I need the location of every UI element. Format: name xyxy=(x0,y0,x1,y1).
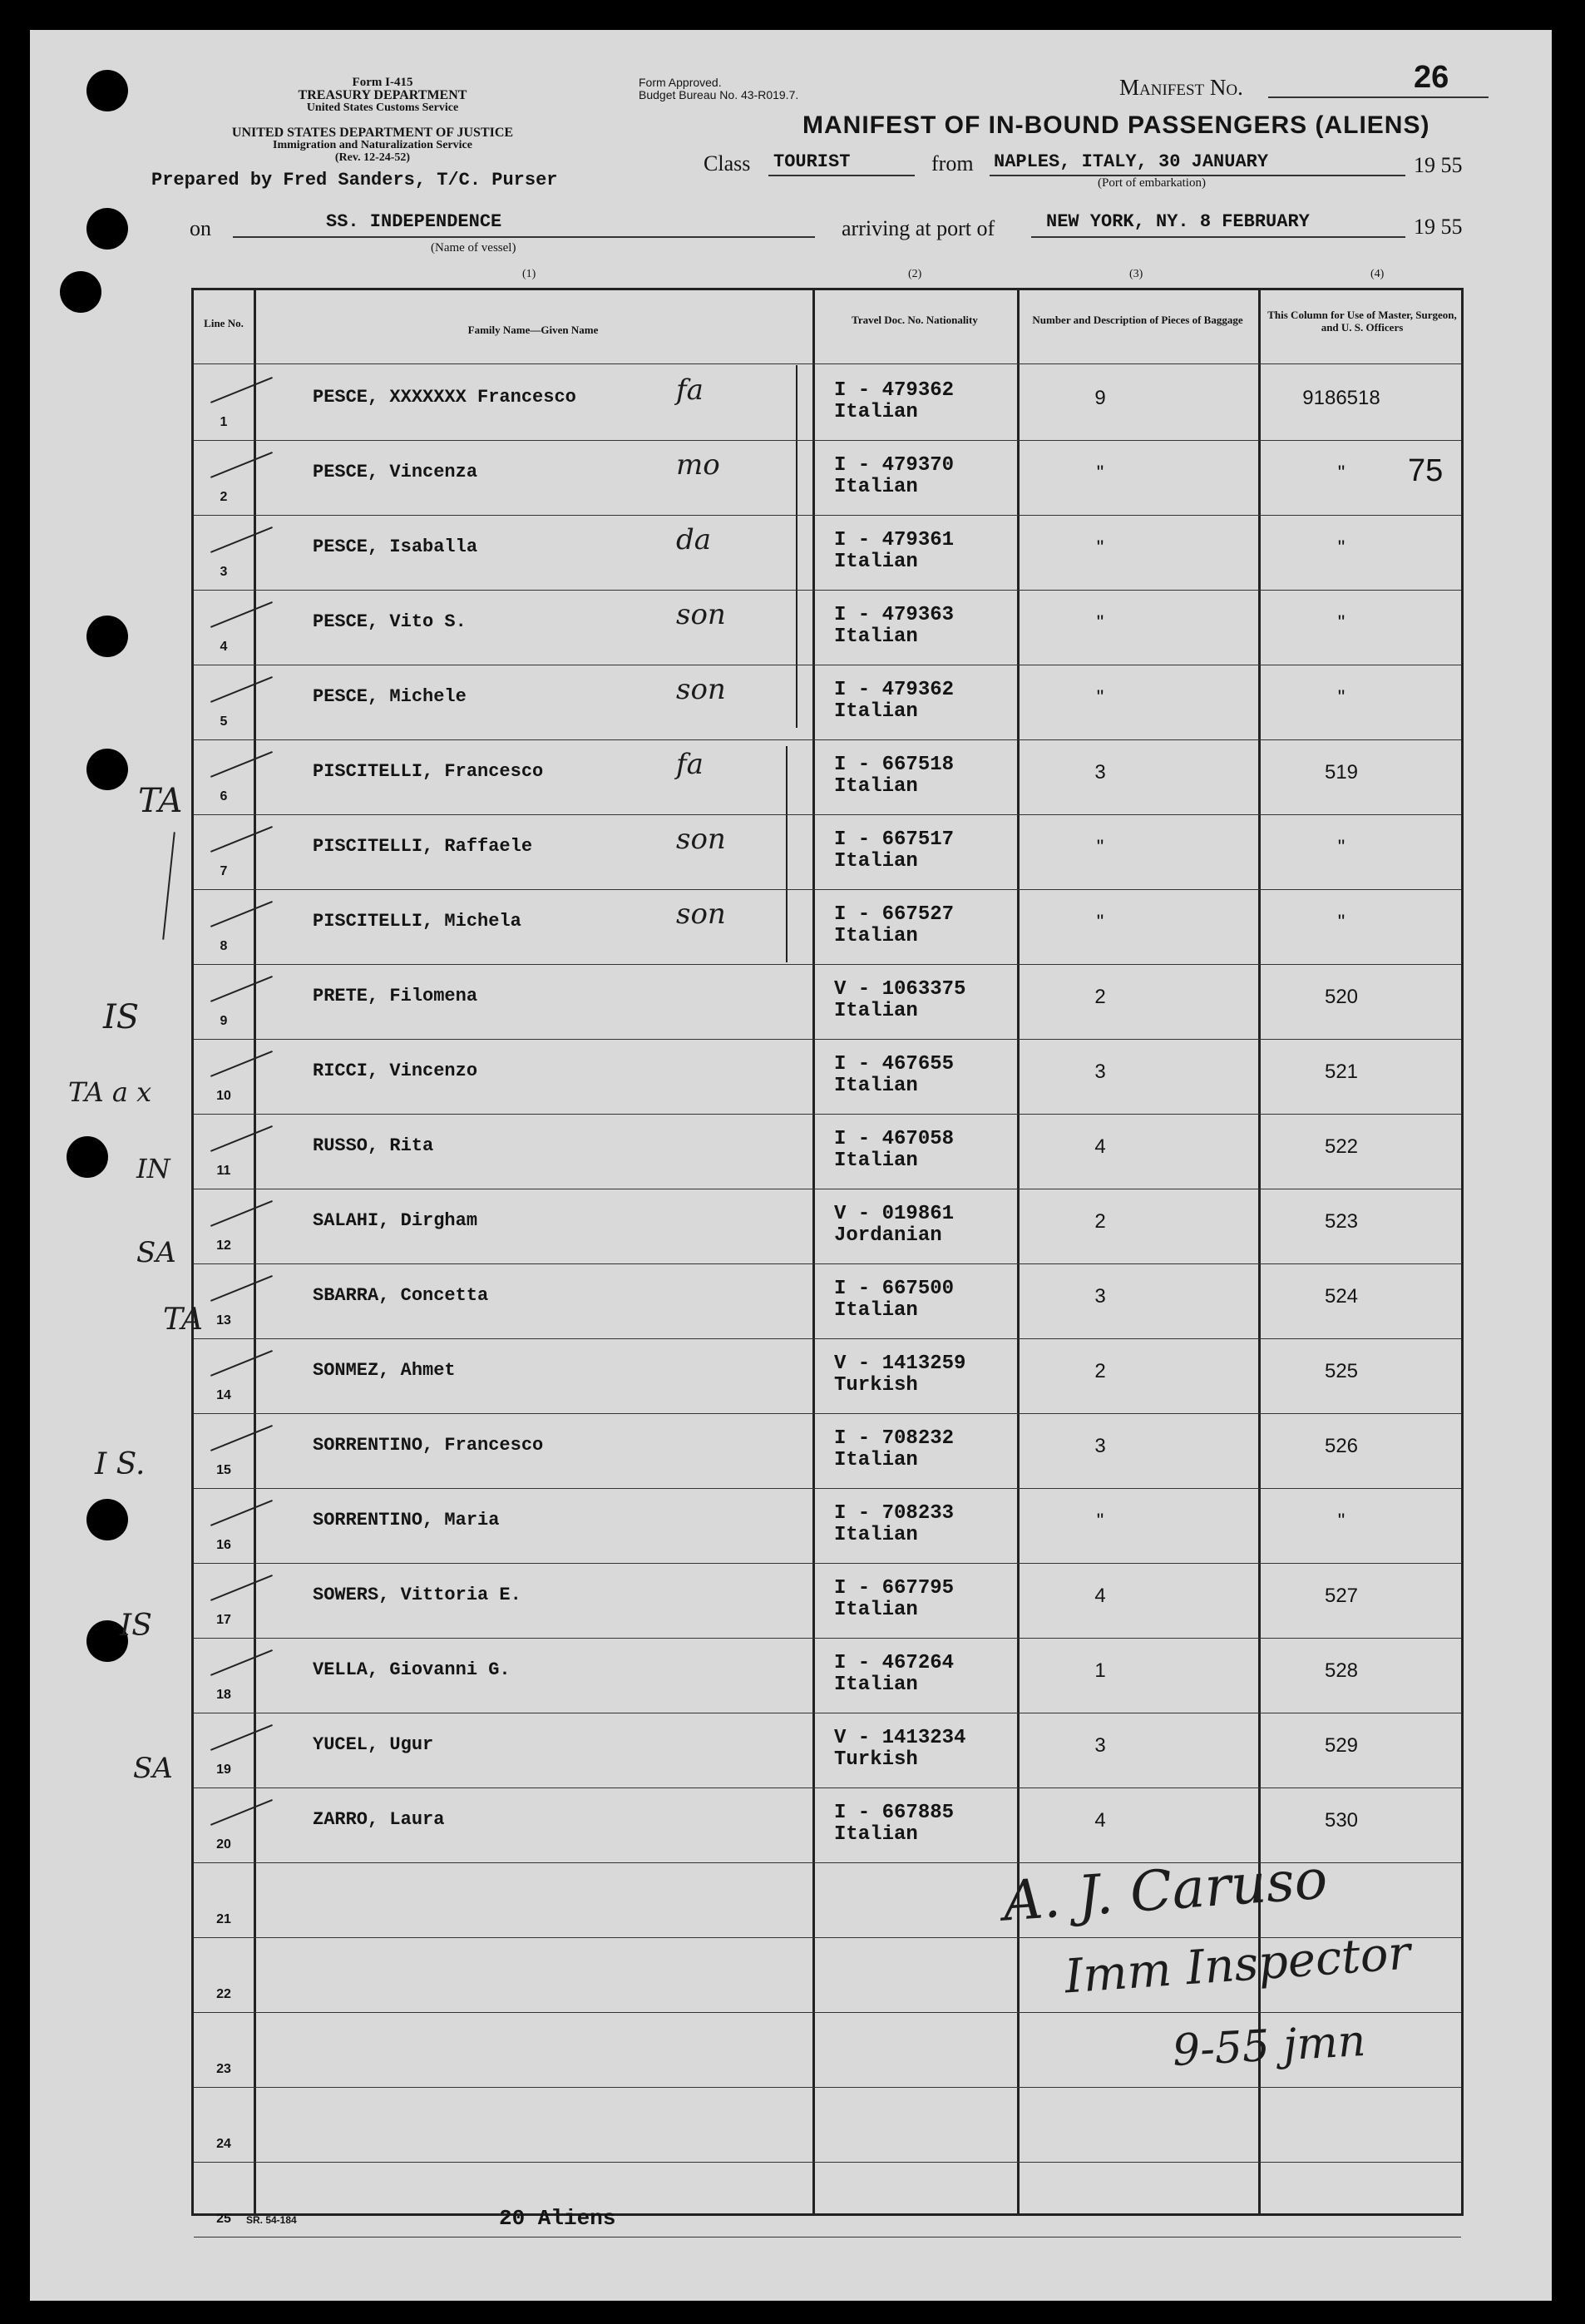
header-rule xyxy=(194,363,1461,364)
check-mark xyxy=(210,676,273,703)
nationality: Italian xyxy=(834,476,918,498)
document-number: V - 1413259 xyxy=(834,1352,966,1375)
nationality: Jordanian xyxy=(834,1224,942,1247)
check-mark xyxy=(210,452,273,478)
document-number: I - 479361 xyxy=(834,529,955,551)
officer-number: 529 xyxy=(1324,1734,1359,1757)
line-number: 12 xyxy=(216,1239,231,1253)
travel-document xyxy=(834,680,954,723)
passenger-name: SORRENTINO, Francesco xyxy=(313,1435,544,1456)
nationality: Italian xyxy=(834,775,918,798)
margin-note: IN xyxy=(136,1153,170,1184)
table-row xyxy=(194,1263,1461,1338)
document-number: I - 667518 xyxy=(834,754,955,776)
margin-note: TA xyxy=(138,782,183,820)
baggage-count: 3 xyxy=(1094,1734,1106,1757)
travel-document xyxy=(834,904,954,947)
class-value: TOURIST xyxy=(773,151,851,172)
document-number: I - 667517 xyxy=(834,828,955,851)
justice-department: UNITED STATES DEPARTMENT OF JUSTICE xyxy=(231,126,514,140)
travel-document xyxy=(834,1353,965,1397)
officer-number: 519 xyxy=(1324,761,1359,784)
budget-bureau: Budget Bureau No. 43-R019.7. xyxy=(639,88,799,101)
travel-document xyxy=(834,1503,954,1546)
line-number: 11 xyxy=(216,1164,231,1178)
passenger-name: PISCITELLI, Raffaele xyxy=(313,836,533,857)
passenger-name: RICCI, Vincenzo xyxy=(313,1061,478,1081)
travel-document xyxy=(834,1129,954,1172)
nationality: Italian xyxy=(834,850,918,873)
table-row xyxy=(194,1488,1461,1563)
relationship-note: son xyxy=(676,673,726,706)
officer-number: " xyxy=(1337,611,1346,634)
line-number: 3 xyxy=(220,565,228,579)
passenger-name: PISCITELLI, Michela xyxy=(313,911,521,932)
baggage-count: " xyxy=(1096,536,1104,559)
nationality: Italian xyxy=(834,1150,918,1172)
check-mark xyxy=(210,1575,273,1601)
form-header-block xyxy=(241,77,524,114)
passenger-name: PESCE, Vincenza xyxy=(313,462,478,482)
officer-number: " xyxy=(1337,686,1346,709)
document-number: V - 1063375 xyxy=(834,978,966,1001)
footer-code: SR. 54-184 xyxy=(246,2214,297,2226)
th-line-no: Line No. xyxy=(204,317,244,329)
manifest-no-label: Manifest No. xyxy=(1119,75,1243,100)
arrival-line xyxy=(1031,236,1405,238)
table-row xyxy=(194,1563,1461,1638)
col-number-4: (4) xyxy=(1370,268,1385,280)
relationship-note: fa xyxy=(676,373,704,407)
th-officers: This Column for Use of Master, Surgeon, and U. S. Officers xyxy=(1267,309,1457,334)
service: United States Customs Service xyxy=(306,101,459,114)
line-number: 23 xyxy=(216,2062,231,2076)
officer-note: 75 xyxy=(1408,453,1444,488)
line-number: 10 xyxy=(216,1089,231,1103)
travel-document xyxy=(834,1728,965,1771)
table-row xyxy=(194,1713,1461,1788)
check-mark xyxy=(210,1275,273,1302)
relationship-note: son xyxy=(676,598,726,631)
line-number: 20 xyxy=(216,1837,231,1852)
line-number: 9 xyxy=(220,1014,228,1028)
passenger-name: SONMEZ, Ahmet xyxy=(313,1360,456,1381)
table-row xyxy=(194,1114,1461,1189)
relationship-note: da xyxy=(676,523,712,556)
baggage-count: 4 xyxy=(1094,1585,1106,1607)
nationality: Italian xyxy=(834,1299,918,1322)
travel-document xyxy=(834,455,954,498)
line-number: 4 xyxy=(220,640,228,654)
passenger-name: VELLA, Giovanni G. xyxy=(313,1659,511,1680)
nationality: Italian xyxy=(834,1000,918,1022)
document-number: I - 667795 xyxy=(834,1577,955,1600)
table-row xyxy=(194,440,1461,515)
nationality: Italian xyxy=(834,1075,918,1097)
justice-block xyxy=(190,126,555,164)
line-number: 7 xyxy=(220,864,228,878)
nationality: Italian xyxy=(834,626,918,648)
officer-number: 523 xyxy=(1324,1210,1359,1233)
table-row xyxy=(194,1039,1461,1114)
revision: (Rev. 12-24-52) xyxy=(334,151,411,164)
col-number-1: (1) xyxy=(522,268,536,280)
officer-number: " xyxy=(1337,911,1346,933)
relationship-note: fa xyxy=(676,748,704,781)
baggage-count: 3 xyxy=(1094,1285,1106,1308)
table-row xyxy=(194,964,1461,1039)
baggage-count: 4 xyxy=(1094,1809,1106,1832)
th-name: Family Name—Given Name xyxy=(467,324,599,336)
check-mark xyxy=(210,377,273,403)
document-number: I - 467264 xyxy=(834,1652,955,1674)
passenger-name: PESCE, XXXXXXX Francesco xyxy=(313,387,576,408)
punch-hole xyxy=(86,616,128,657)
document-number: V - 019861 xyxy=(834,1203,955,1225)
check-mark xyxy=(210,527,273,553)
punch-hole xyxy=(86,1499,128,1540)
line-number: 19 xyxy=(216,1763,231,1777)
nationality: Italian xyxy=(834,1449,918,1471)
line-number: 15 xyxy=(216,1463,231,1477)
line-number: 8 xyxy=(220,939,228,953)
check-mark xyxy=(210,751,273,778)
line-number: 16 xyxy=(216,1538,231,1552)
nationality: Italian xyxy=(834,700,918,723)
document-number: I - 479362 xyxy=(834,379,955,402)
officer-number: 530 xyxy=(1324,1809,1359,1832)
relationship-note: mo xyxy=(676,448,720,482)
baggage-count: 1 xyxy=(1094,1659,1106,1682)
officer-number: 528 xyxy=(1324,1659,1359,1682)
line-number: 21 xyxy=(216,1912,231,1926)
passenger-name: SOWERS, Vittoria E. xyxy=(313,1585,521,1605)
form-approval xyxy=(639,77,798,101)
passenger-name: RUSSO, Rita xyxy=(313,1135,434,1156)
class-label: Class xyxy=(704,151,751,176)
travel-document xyxy=(834,380,954,423)
baggage-count: 2 xyxy=(1094,1360,1106,1382)
punch-hole xyxy=(86,749,128,790)
passenger-name: ZARRO, Laura xyxy=(313,1809,445,1830)
baggage-count: " xyxy=(1096,911,1104,933)
table-row xyxy=(194,365,1461,440)
port-embarkation: NAPLES, ITALY, 30 JANUARY xyxy=(994,151,1269,172)
th-travel-doc: Travel Doc. No. Nationality xyxy=(852,314,978,326)
travel-document xyxy=(834,530,954,573)
col-number-3: (3) xyxy=(1129,268,1143,280)
nationality: Italian xyxy=(834,401,918,423)
margin-note: I S. xyxy=(95,1447,146,1481)
check-mark xyxy=(210,1051,273,1077)
prepared-by: Prepared by Fred Sanders, T/C. Purser xyxy=(151,170,558,190)
check-mark xyxy=(210,826,273,853)
table-row xyxy=(194,1638,1461,1713)
travel-document xyxy=(834,1054,954,1097)
form-approved: Form Approved. xyxy=(639,76,722,89)
travel-document xyxy=(834,1653,954,1696)
check-mark xyxy=(210,1500,273,1526)
class-line xyxy=(768,175,915,176)
officer-number: 522 xyxy=(1324,1135,1359,1158)
document-number: V - 1413234 xyxy=(834,1727,966,1749)
officer-number: " xyxy=(1337,536,1346,559)
vessel-line xyxy=(233,236,815,238)
table-row xyxy=(194,1413,1461,1488)
port-caption: (Port of embarkation) xyxy=(1098,176,1206,190)
officer-number: 521 xyxy=(1324,1061,1359,1083)
baggage-count: " xyxy=(1096,611,1104,634)
officer-number: 526 xyxy=(1324,1435,1359,1457)
arriving-label: arriving at port of xyxy=(842,216,995,240)
inspector-date: 9-55 jmn xyxy=(1171,2015,1367,2077)
baggage-count: 3 xyxy=(1094,1435,1106,1457)
travel-document xyxy=(834,1428,954,1471)
line-number: 17 xyxy=(216,1613,231,1627)
passenger-name: PRETE, Filomena xyxy=(313,986,478,1006)
department: TREASURY DEPARTMENT xyxy=(298,88,467,102)
officer-number: 525 xyxy=(1324,1360,1359,1382)
line-number: 18 xyxy=(216,1688,231,1702)
nationality: Italian xyxy=(834,1599,918,1621)
nationality: Italian xyxy=(834,1524,918,1546)
manifest-title: MANIFEST OF IN-BOUND PASSENGERS (ALIENS) xyxy=(802,111,1430,139)
line-number: 22 xyxy=(216,1987,231,2001)
passenger-name: YUCEL, Ugur xyxy=(313,1734,434,1755)
check-mark xyxy=(210,1649,273,1676)
check-mark xyxy=(210,1799,273,1826)
line-number: 25 xyxy=(216,2212,231,2226)
line-number: 5 xyxy=(220,715,228,729)
table-row xyxy=(194,2162,1461,2237)
baggage-count: 2 xyxy=(1094,986,1106,1008)
nationality: Italian xyxy=(834,925,918,947)
document-number: I - 708232 xyxy=(834,1427,955,1450)
from-label: from xyxy=(931,151,974,176)
nationality: Italian xyxy=(834,551,918,573)
check-mark xyxy=(210,976,273,1002)
th-baggage: Number and Description of Pieces of Baggage xyxy=(1032,314,1243,326)
travel-document xyxy=(834,1802,954,1846)
arrival-port: NEW YORK, NY. 8 FEBRUARY xyxy=(1046,211,1310,232)
nationality: Italian xyxy=(834,1674,918,1696)
passenger-name: SORRENTINO, Maria xyxy=(313,1510,500,1530)
document-number: I - 667527 xyxy=(834,903,955,926)
passenger-name: PISCITELLI, Francesco xyxy=(313,761,544,782)
form-number: Form I-415 xyxy=(352,76,413,89)
table-row xyxy=(194,889,1461,964)
margin-note: IS xyxy=(120,1609,152,1643)
table-row xyxy=(194,739,1461,814)
baggage-count: " xyxy=(1096,1510,1104,1532)
travel-document xyxy=(834,1204,954,1247)
officer-number: 527 xyxy=(1324,1585,1359,1607)
immigration-service: Immigration and Naturalization Service xyxy=(273,139,472,151)
margin-note: SA xyxy=(133,1752,173,1785)
line-number: 6 xyxy=(220,789,228,804)
check-mark xyxy=(210,1125,273,1152)
year-1: 19 55 xyxy=(1414,153,1463,177)
inspector-title: Imm Inspector xyxy=(1063,1926,1413,2005)
check-mark xyxy=(210,601,273,628)
baggage-count: " xyxy=(1096,462,1104,484)
passenger-name: PESCE, Vito S. xyxy=(313,611,467,632)
baggage-count: " xyxy=(1096,836,1104,858)
baggage-count: " xyxy=(1096,686,1104,709)
officer-number: " xyxy=(1337,1510,1346,1532)
table-row xyxy=(194,590,1461,665)
col-number-2: (2) xyxy=(908,268,922,280)
check-mark xyxy=(210,1350,273,1377)
passenger-name: PESCE, Michele xyxy=(313,686,467,707)
baggage-count: 3 xyxy=(1094,1061,1106,1083)
table-row xyxy=(194,814,1461,889)
passenger-name: PESCE, Isaballa xyxy=(313,536,478,557)
alien-count: 20 Aliens xyxy=(499,2206,616,2231)
document-number: I - 667500 xyxy=(834,1278,955,1300)
relationship-note: son xyxy=(676,823,726,856)
relationship-note: son xyxy=(676,897,726,931)
margin-note: SA xyxy=(136,1236,176,1269)
margin-note: TA a x xyxy=(68,1076,152,1108)
travel-document xyxy=(834,1578,954,1621)
document-number: I - 479363 xyxy=(834,604,955,626)
nationality: Turkish xyxy=(834,1748,918,1771)
vessel-caption: (Name of vessel) xyxy=(431,241,516,255)
punch-hole xyxy=(86,208,128,250)
punch-hole xyxy=(86,70,128,111)
officer-number: " xyxy=(1337,462,1346,484)
table-row xyxy=(194,2087,1461,2162)
inspector-signature: A. J. Caruso xyxy=(1000,1847,1330,1934)
table-row xyxy=(194,515,1461,590)
travel-document xyxy=(834,829,954,873)
table-row xyxy=(194,1189,1461,1263)
year-2: 19 55 xyxy=(1414,215,1463,239)
officer-number: 524 xyxy=(1324,1285,1359,1308)
table-row xyxy=(194,1338,1461,1413)
margin-note: IS xyxy=(103,998,140,1036)
punch-hole xyxy=(60,271,101,313)
check-mark xyxy=(210,1724,273,1751)
document-number: I - 667885 xyxy=(834,1802,955,1824)
travel-document xyxy=(834,754,954,798)
document-number: I - 467058 xyxy=(834,1128,955,1150)
officer-number: 9186518 xyxy=(1302,387,1380,409)
document-number: I - 479362 xyxy=(834,679,955,701)
line-number: 14 xyxy=(216,1388,231,1402)
line-number: 1 xyxy=(220,415,228,429)
line-number: 13 xyxy=(216,1313,231,1328)
manifest-no-line xyxy=(1268,96,1489,98)
baggage-count: 3 xyxy=(1094,761,1106,784)
baggage-count: 4 xyxy=(1094,1135,1106,1158)
line-number: 2 xyxy=(220,490,228,504)
baggage-count: 9 xyxy=(1094,387,1106,409)
baggage-count: 2 xyxy=(1094,1210,1106,1233)
passenger-name: SBARRA, Concetta xyxy=(313,1285,489,1306)
check-mark xyxy=(210,1425,273,1451)
vessel-name: SS. INDEPENDENCE xyxy=(326,211,502,232)
travel-document xyxy=(834,605,954,648)
check-mark xyxy=(210,1200,273,1227)
manifest-number: 26 xyxy=(1414,60,1449,95)
line-number: 24 xyxy=(216,2137,231,2151)
nationality: Turkish xyxy=(834,1374,918,1397)
punch-hole xyxy=(67,1136,108,1178)
on-label: on xyxy=(190,216,211,240)
passenger-name: SALAHI, Dirgham xyxy=(313,1210,478,1231)
document-number: I - 708233 xyxy=(834,1502,955,1525)
check-mark xyxy=(210,901,273,927)
travel-document xyxy=(834,979,965,1022)
margin-note: TA xyxy=(163,1303,204,1337)
travel-document xyxy=(834,1278,954,1322)
officer-number: " xyxy=(1337,836,1346,858)
document-number: I - 467655 xyxy=(834,1053,955,1075)
nationality: Italian xyxy=(834,1823,918,1846)
document-number: I - 479370 xyxy=(834,454,955,477)
officer-number: 520 xyxy=(1324,986,1359,1008)
table-row xyxy=(194,665,1461,739)
